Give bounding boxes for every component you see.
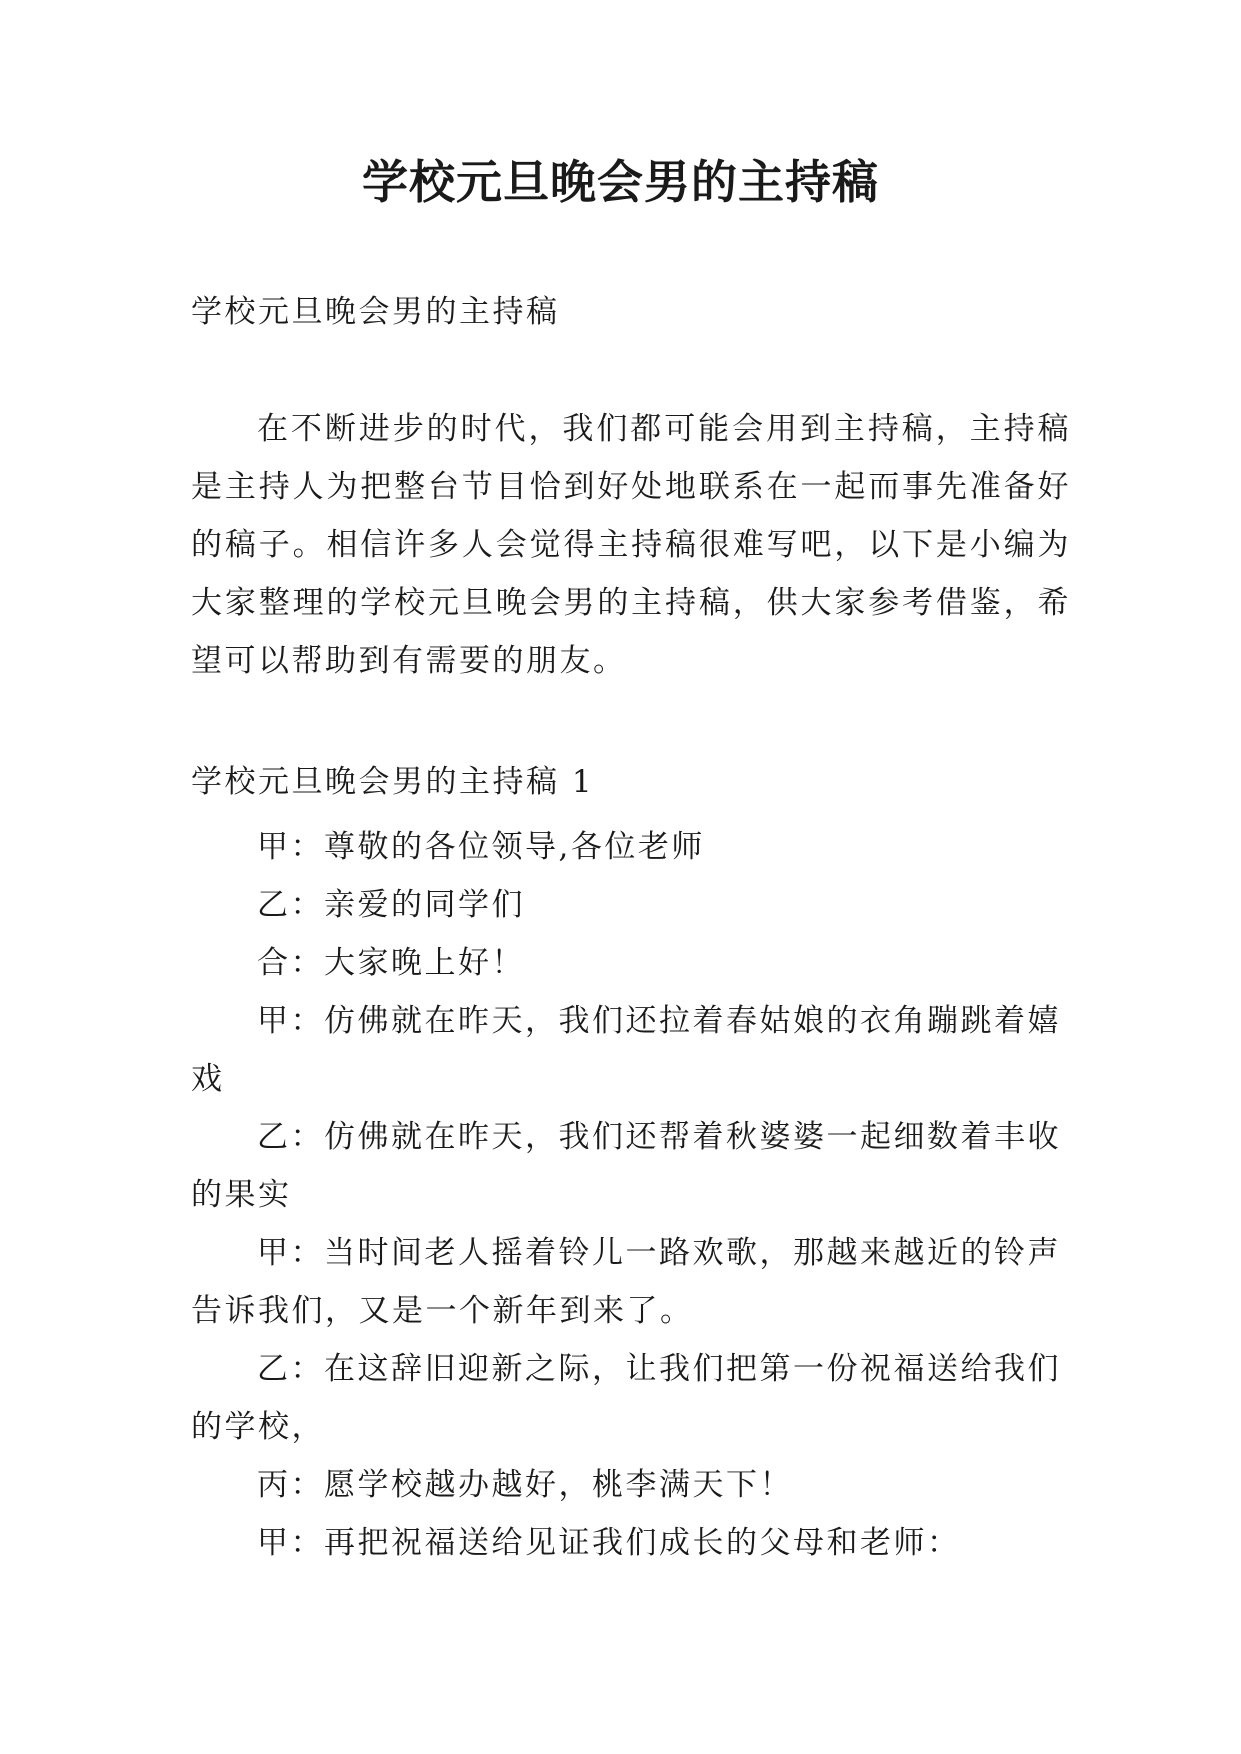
dialogue-line: 甲：再把祝福送给见证我们成长的父母和老师： — [257, 1525, 961, 1561]
dialogue-line: 乙：在这辞旧迎新之际，让我们把第一份祝福送给我们的学校， — [191, 1351, 1061, 1445]
document-body — [191, 290, 1071, 1572]
section-heading: 学校元旦晚会男的主持稿 1 — [191, 764, 595, 800]
dialogue-line: 合：大家晚上好！ — [257, 945, 525, 981]
dialogue-line: 丙：愿学校越办越好，桃李满天下！ — [257, 1467, 793, 1503]
dialogue-list — [191, 818, 1071, 1572]
dialogue-line: 乙：仿佛就在昨天，我们还帮着秋婆婆一起细数着丰收的果实 — [191, 1119, 1061, 1213]
document-title: 学校元旦晚会男的主持稿 — [362, 155, 879, 209]
intro-paragraph: 在不断进步的时代，我们都可能会用到主持稿，主持稿是主持人为把整台节目恰到好处地联系在一起而事先准备好的稿子。相信许多人会觉得主持稿很难写吧，以下是小编为大家整理的学校元旦晚会男的主持稿，供大家参考借鉴，希望可以帮助到有需要的朋友。 — [191, 411, 1071, 679]
dialogue-line: 甲：仿佛就在昨天，我们还拉着春姑娘的衣角蹦跳着嬉戏 — [191, 1003, 1061, 1097]
document-subtitle: 学校元旦晚会男的主持稿 — [191, 294, 560, 330]
dialogue-line: 甲：当时间老人摇着铃儿一路欢歌，那越来越近的铃声告诉我们，又是一个新年到来了。 — [191, 1235, 1061, 1329]
dialogue-line: 甲：尊敬的各位领导,各位老师 — [257, 829, 705, 865]
dialogue-line: 乙：亲爱的同学们 — [257, 887, 525, 923]
